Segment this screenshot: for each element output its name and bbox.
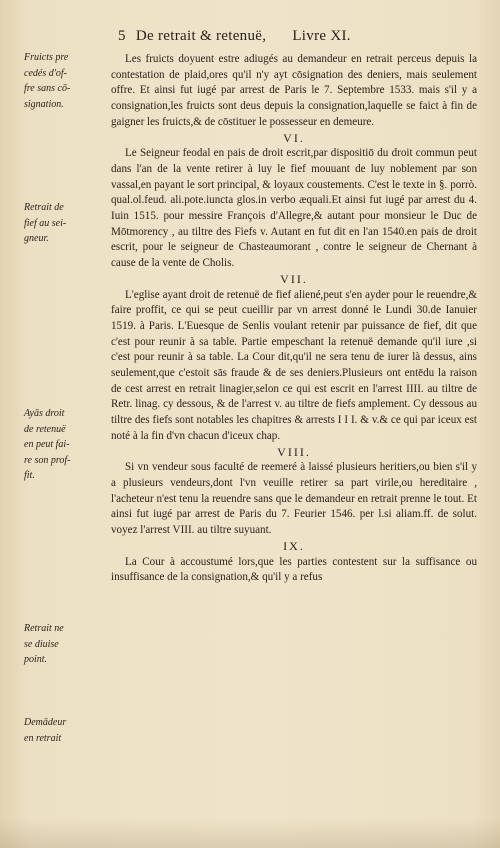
page-number: 5 xyxy=(118,28,126,44)
margin-note: Retrait ne se diuise point. xyxy=(24,623,64,665)
section-number: VII. xyxy=(280,271,308,286)
margin-note: Fruicts pre cedés d'of- fre sans cō- signation. xyxy=(24,52,71,110)
margin-note: Retrait de fief au sei- gneur. xyxy=(24,202,67,244)
body-text xyxy=(111,52,477,586)
paragraph: Les fruicts doyuent estre adiugés au demandeur en retrait perceus depuis la contestation de plaid,ores qu'il n'y ayt cōsignation des deniers, mais seulement offre. Et ainsi fut iugé par arrest de Paris le 7. Septembre 1533. mais s'il y a consignation,les fruicts sont deus depuis la consignation,laquelle se faict à fin de gaigner les fruicts,& de cōstituer le possesseur en demeure. xyxy=(111,53,477,128)
section-number: IX. xyxy=(283,538,305,553)
page-edge-shadow xyxy=(0,818,500,848)
section-number: VIII. xyxy=(277,444,311,459)
running-title: De retrait & retenuë, xyxy=(135,28,267,44)
book-number: Livre XI. xyxy=(292,28,351,44)
paragraph: Le Seigneur feodal en pais de droit escrit,par dispositiō du droit commun peut dans l'an de la vente retirer à luy le fief mouuant de luy noblement par son vassal,en payant le sort principal, & loyaux coustements. C'est le texte in §. porrò. qual.ol.feud. ali.pote.iuncta glos.in verbo æquali.Et ainsi fut iugé par arrest du 4. Iuin 1515. pour messire François d'Allegre,& autant pour monsieur le Duc de Mōtmorency , au tiltre des Fiefs v. Autant en fut dit en l'an 1540.en pais de droit escrit, pour le seigneur de Chasteaumorant , contre le seigneur de Chernant à cause de la vente de Cholis. xyxy=(111,147,477,270)
section-number: VI. xyxy=(283,130,305,145)
running-header xyxy=(118,28,458,45)
paragraph: L'eglise ayant droit de retenuë de fief aliené,peut s'en ayder pour le reuendre,& faire proffit, ce qui se peut cueillir par vn arrest donné le Lundi 30.de Ianuier 1519. à Paris. L'Euesque de Senlis voulant retenir par puissance de fief, dit que c'est pour reunir à sa table. Partie empeschant la retenuë demande qu'il iure ,si c'est pour reunir à sa table. La Cour dit,qu'il ne sera tenu de iurer là dessus, ains seulement,que c'estoit sās fraude & de ses deniers.Plusieurs ont entēdu la raison de cest arrest en retrait linagier,selon ce qui est escrit en l'arrest IIII. au tiltre de Retr. linag. cy dessous, & de l'arrest v. au tiltre de fiefs amplement. Cy dessous au tiltre des fiefs sont notables les chapitres & arrests I I I. & v.& ce qui par iceux est noté à la fin d'vn chacun d'iceux chap. xyxy=(111,288,477,442)
paragraph: Si vn vendeur sous faculté de reemeré à laissé plusieurs heritiers,ou bien s'il y a plusieurs vendeurs,dont l'vn veuille retirer sa part virile,ou hereditaire , l'acheteur n'est tenu la reuendre sans que le demandeur en retrait prenne le tout. Et ainsi fut iugé par arrest de Paris du 7. Feurier 1546. per l.si aliam.ff. de solut. voyez l'arrest VIII. au tiltre suyuant. xyxy=(111,461,477,537)
margin-note: Ayās droit de retenuë en peut fai- re son prof- fit. xyxy=(24,408,71,481)
paragraph: La Cour à accoustumé lors,que les parties contestent sur la suffisance ou insuffisance de la consignation,& qu'il y a refus xyxy=(111,555,477,584)
margin-note: Demādeur en retrait xyxy=(24,717,67,744)
